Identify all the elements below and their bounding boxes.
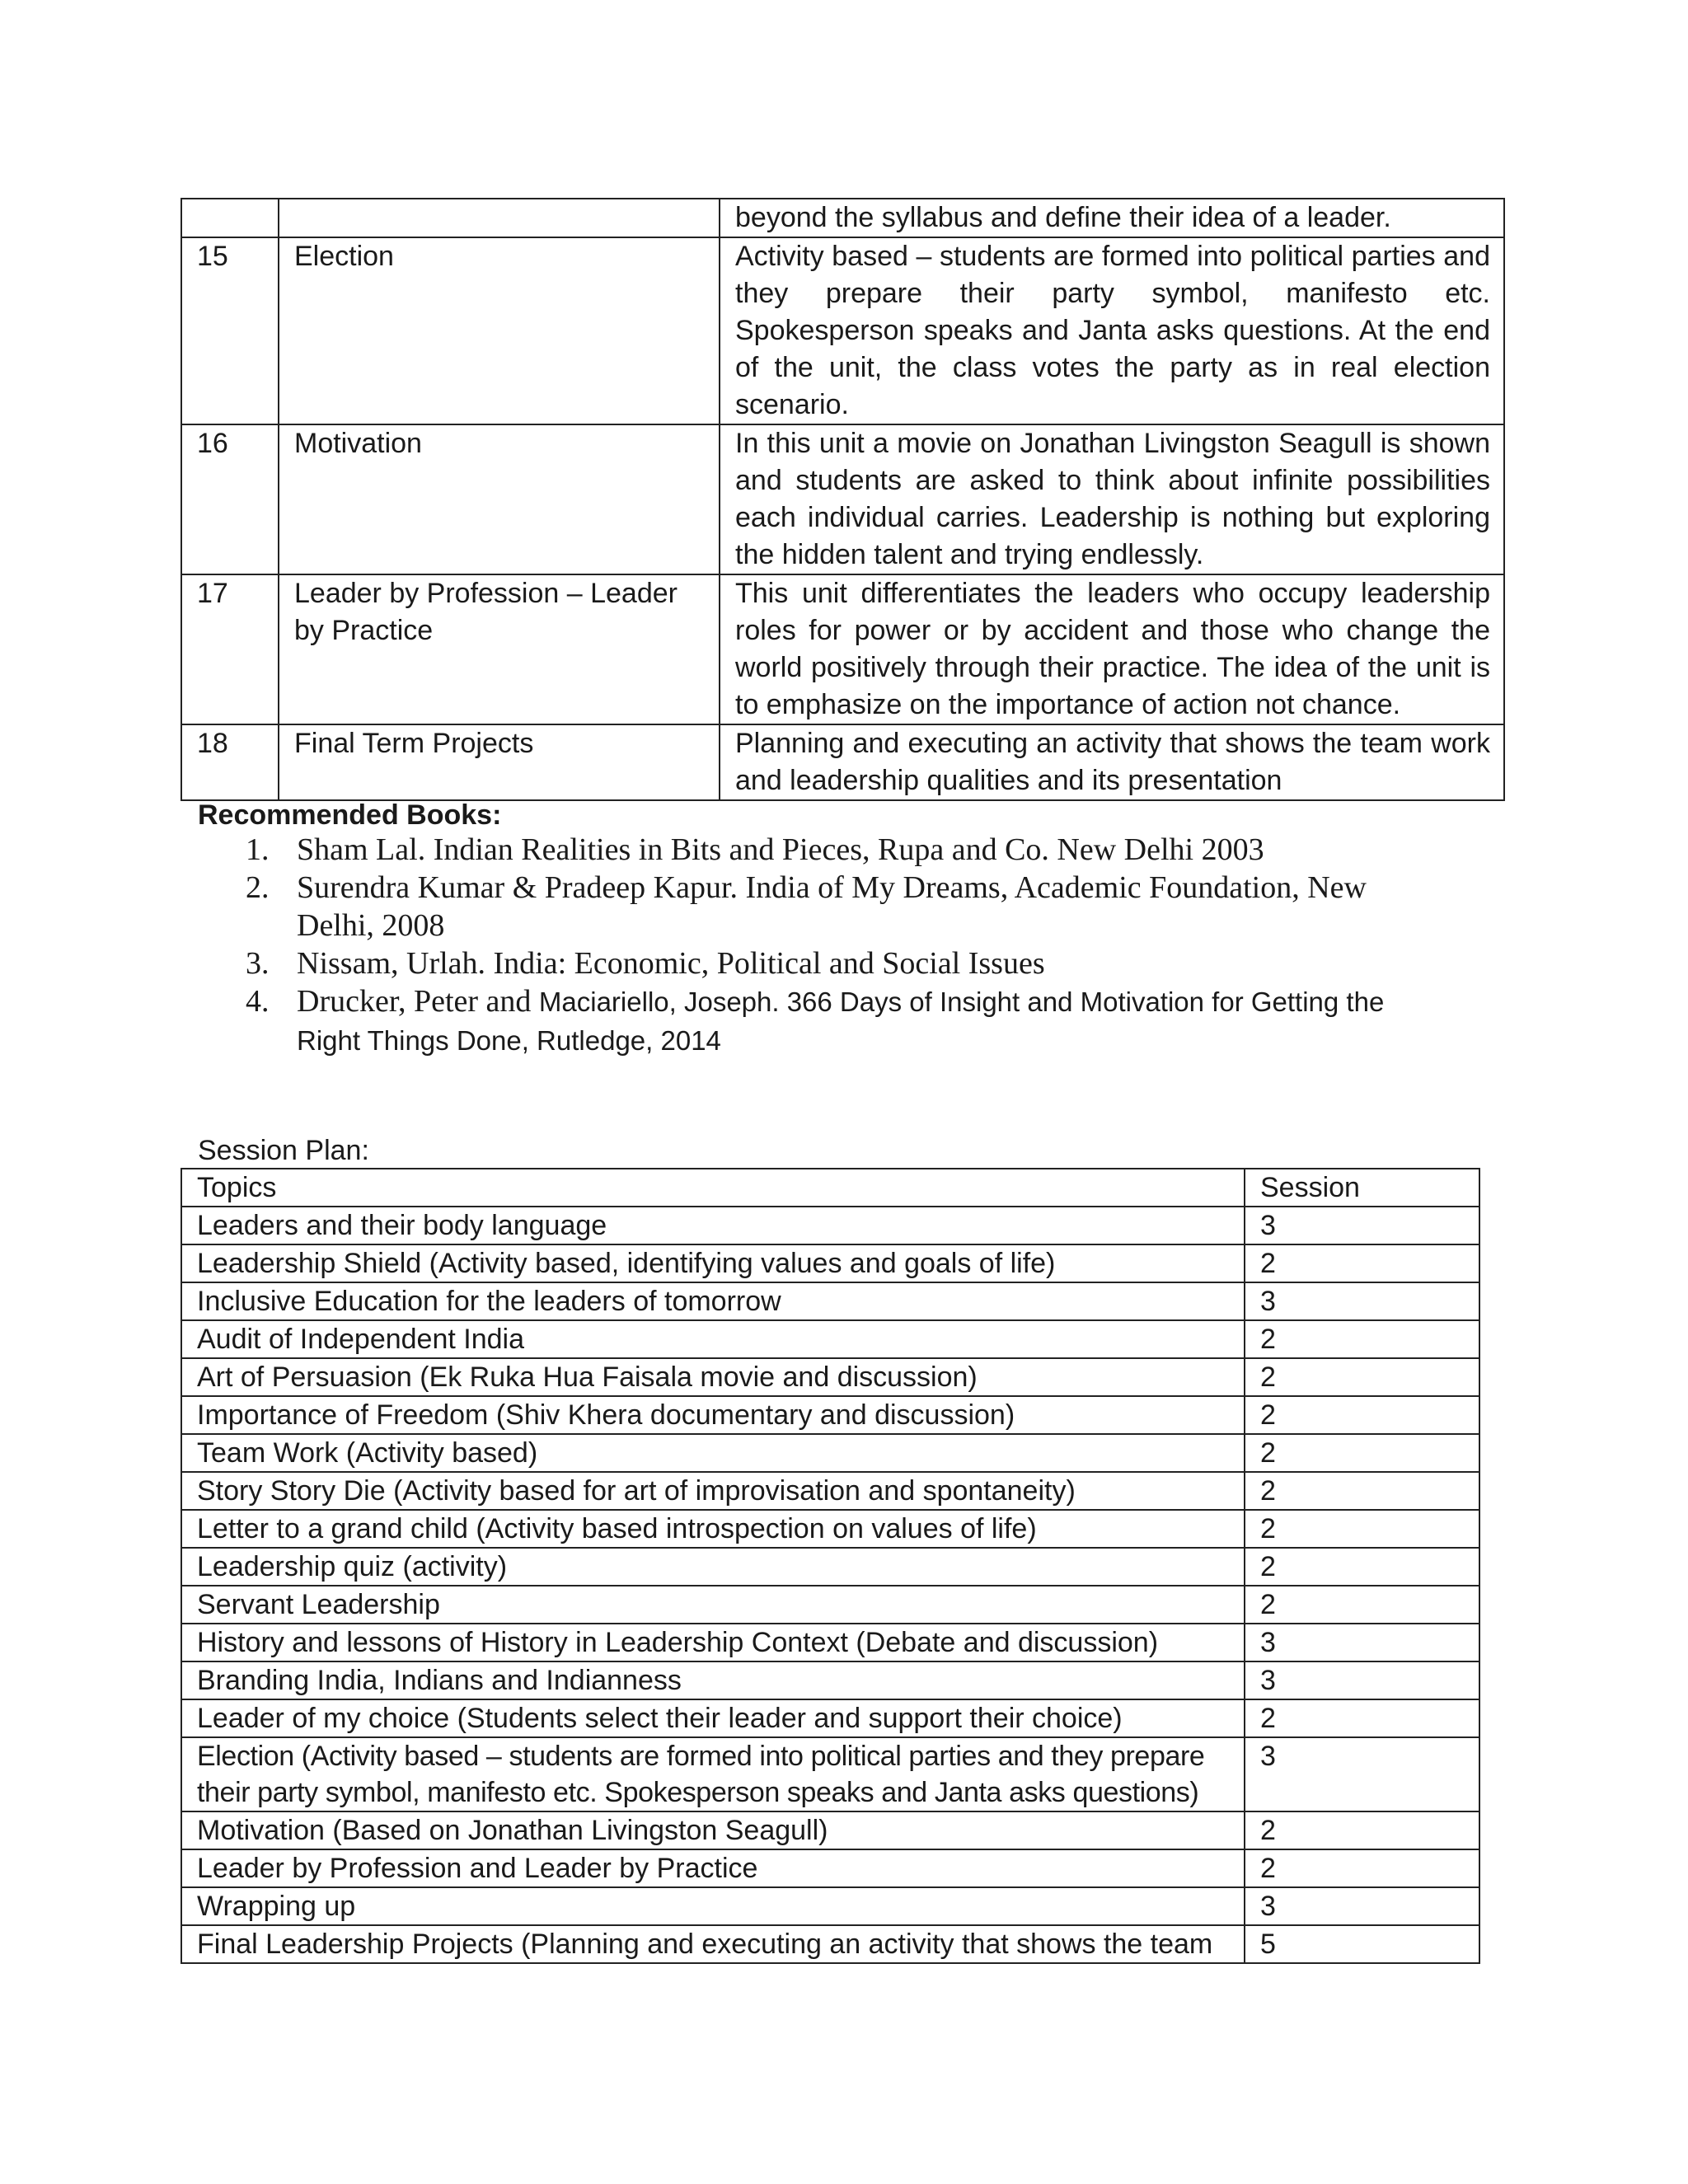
topic-cell: Servant Leadership [181, 1586, 1245, 1624]
book-citation: Sham Lal. Indian Realities in Bits and Pieces, Rupa and Co. New Delhi 2003 [297, 832, 1264, 867]
topic-cell: Letter to a grand child (Activity based introspection on values of life) [181, 1510, 1245, 1548]
topic-cell: Branding India, Indians and Indianness [181, 1661, 1245, 1699]
topic-cell: Motivation (Based on Jonathan Livingston Seagull) [181, 1811, 1245, 1849]
table-row [181, 1396, 1479, 1434]
unit-number: 18 [181, 724, 279, 800]
table-row [181, 1699, 1479, 1737]
column-header-session: Session [1245, 1169, 1479, 1207]
session-cell: 2 [1245, 1586, 1479, 1624]
unit-description: In this unit a movie on Jonathan Livingston Seagull is shown and students are asked to think about infinite possibilities each individual carries. Leadership is nothing but exploring the hidden talent and trying endlessly. [720, 424, 1504, 574]
topic-cell: Importance of Freedom (Shiv Khera documentary and discussion) [181, 1396, 1245, 1434]
table-row [181, 1624, 1479, 1661]
session-cell: 2 [1245, 1320, 1479, 1358]
session-plan-caption: Session Plan: [198, 1135, 369, 1166]
list-item [198, 982, 1434, 1060]
unit-number [181, 199, 279, 237]
unit-description: Planning and executing an activity that shows the team work and leadership qualities and its presentation [720, 724, 1504, 800]
unit-title: Final Term Projects [279, 724, 720, 800]
list-number: 1. [246, 832, 270, 867]
table-row [181, 1320, 1479, 1358]
session-cell: 2 [1245, 1472, 1479, 1510]
table-row [181, 1472, 1479, 1510]
book-citation-serif: Drucker, Peter and [297, 984, 539, 1019]
unit-number: 17 [181, 574, 279, 724]
table-row [181, 1811, 1479, 1849]
table-row [181, 724, 1504, 800]
table-row [181, 1586, 1479, 1624]
topic-cell: Art of Persuasion (Ek Ruka Hua Faisala movie and discussion) [181, 1358, 1245, 1396]
unit-title: Motivation [279, 424, 720, 574]
table-row [181, 1849, 1479, 1887]
list-item [198, 944, 1434, 982]
table-row [181, 1925, 1479, 1963]
unit-title [279, 199, 720, 237]
book-citation: Surendra Kumar & Pradeep Kapur. India of My Dreams, Academic Foundation, New Delhi, 2008 [297, 870, 1367, 943]
table-row [181, 1244, 1479, 1282]
book-citation-sans: Maciariello, Joseph. 366 Days of Insight and Motivation for Getting the Right Things Done, Rutledge, 2014 [297, 987, 1385, 1056]
unit-title: Election [279, 237, 720, 424]
units-table [181, 198, 1505, 801]
unit-description: This unit differentiates the leaders who occupy leadership roles for power or by accident and those who change the world positively through their practice. The idea of the unit is to emphasize on the importance of action not chance. [720, 574, 1504, 724]
topic-cell: Inclusive Education for the leaders of tomorrow [181, 1282, 1245, 1320]
table-row [181, 574, 1504, 724]
session-cell: 3 [1245, 1282, 1479, 1320]
unit-description: beyond the syllabus and define their idea of a leader. [720, 199, 1504, 237]
topic-cell: Final Leadership Projects (Planning and executing an activity that shows the team [181, 1925, 1245, 1963]
table-row [181, 1737, 1479, 1811]
session-cell: 2 [1245, 1811, 1479, 1849]
table-row [181, 1548, 1479, 1586]
unit-title: Leader by Profession – Leader by Practice [279, 574, 720, 724]
table-row [181, 237, 1504, 424]
session-cell: 2 [1245, 1849, 1479, 1887]
topic-cell: Leadership Shield (Activity based, identifying values and goals of life) [181, 1244, 1245, 1282]
topic-cell: Leader of my choice (Students select their leader and support their choice) [181, 1699, 1245, 1737]
topic-cell: Team Work (Activity based) [181, 1434, 1245, 1472]
table-header-row [181, 1169, 1479, 1207]
session-cell: 3 [1245, 1624, 1479, 1661]
topic-cell: Story Story Die (Activity based for art of improvisation and spontaneity) [181, 1472, 1245, 1510]
session-cell: 3 [1245, 1661, 1479, 1699]
unit-number: 15 [181, 237, 279, 424]
session-cell: 2 [1245, 1548, 1479, 1586]
table-row [181, 1358, 1479, 1396]
column-header-topics: Topics [181, 1169, 1245, 1207]
session-cell: 2 [1245, 1358, 1479, 1396]
list-number: 2. [246, 870, 270, 905]
session-plan-table [181, 1168, 1480, 1964]
table-row [181, 1661, 1479, 1699]
session-cell: 5 [1245, 1925, 1479, 1963]
books-list [198, 831, 1434, 1060]
topic-cell: Leaders and their body language [181, 1207, 1245, 1244]
list-number: 3. [246, 946, 270, 981]
list-item [198, 831, 1434, 869]
topic-cell: Election (Activity based – students are formed into political parties and they prepare their party symbol, manifesto etc. Spokesperson speaks and Janta asks questions) [181, 1737, 1245, 1811]
unit-description: Activity based – students are formed into political parties and they prepare their party symbol, manifesto etc. Spokesperson speaks and Janta asks questions. At the end of the unit, the class votes the party as in real election scenario. [720, 237, 1504, 424]
topic-cell: Leadership quiz (activity) [181, 1548, 1245, 1586]
unit-number: 16 [181, 424, 279, 574]
book-citation: Nissam, Urlah. India: Economic, Political and Social Issues [297, 946, 1045, 981]
books-heading: Recommended Books: [198, 799, 502, 831]
table-row [181, 1207, 1479, 1244]
session-cell: 2 [1245, 1244, 1479, 1282]
session-cell: 2 [1245, 1699, 1479, 1737]
session-cell: 2 [1245, 1396, 1479, 1434]
table-row [181, 424, 1504, 574]
table-row [181, 1887, 1479, 1925]
session-cell: 3 [1245, 1737, 1479, 1811]
table-row [181, 1434, 1479, 1472]
table-row [181, 199, 1504, 237]
session-cell: 2 [1245, 1510, 1479, 1548]
topic-cell: Leader by Profession and Leader by Practice [181, 1849, 1245, 1887]
topic-cell: History and lessons of History in Leadership Context (Debate and discussion) [181, 1624, 1245, 1661]
session-cell: 3 [1245, 1207, 1479, 1244]
table-row [181, 1510, 1479, 1548]
list-number: 4. [246, 984, 270, 1019]
topic-cell: Wrapping up [181, 1887, 1245, 1925]
session-cell: 3 [1245, 1887, 1479, 1925]
table-row [181, 1282, 1479, 1320]
session-cell: 2 [1245, 1434, 1479, 1472]
list-item [198, 869, 1434, 944]
topic-cell: Audit of Independent India [181, 1320, 1245, 1358]
